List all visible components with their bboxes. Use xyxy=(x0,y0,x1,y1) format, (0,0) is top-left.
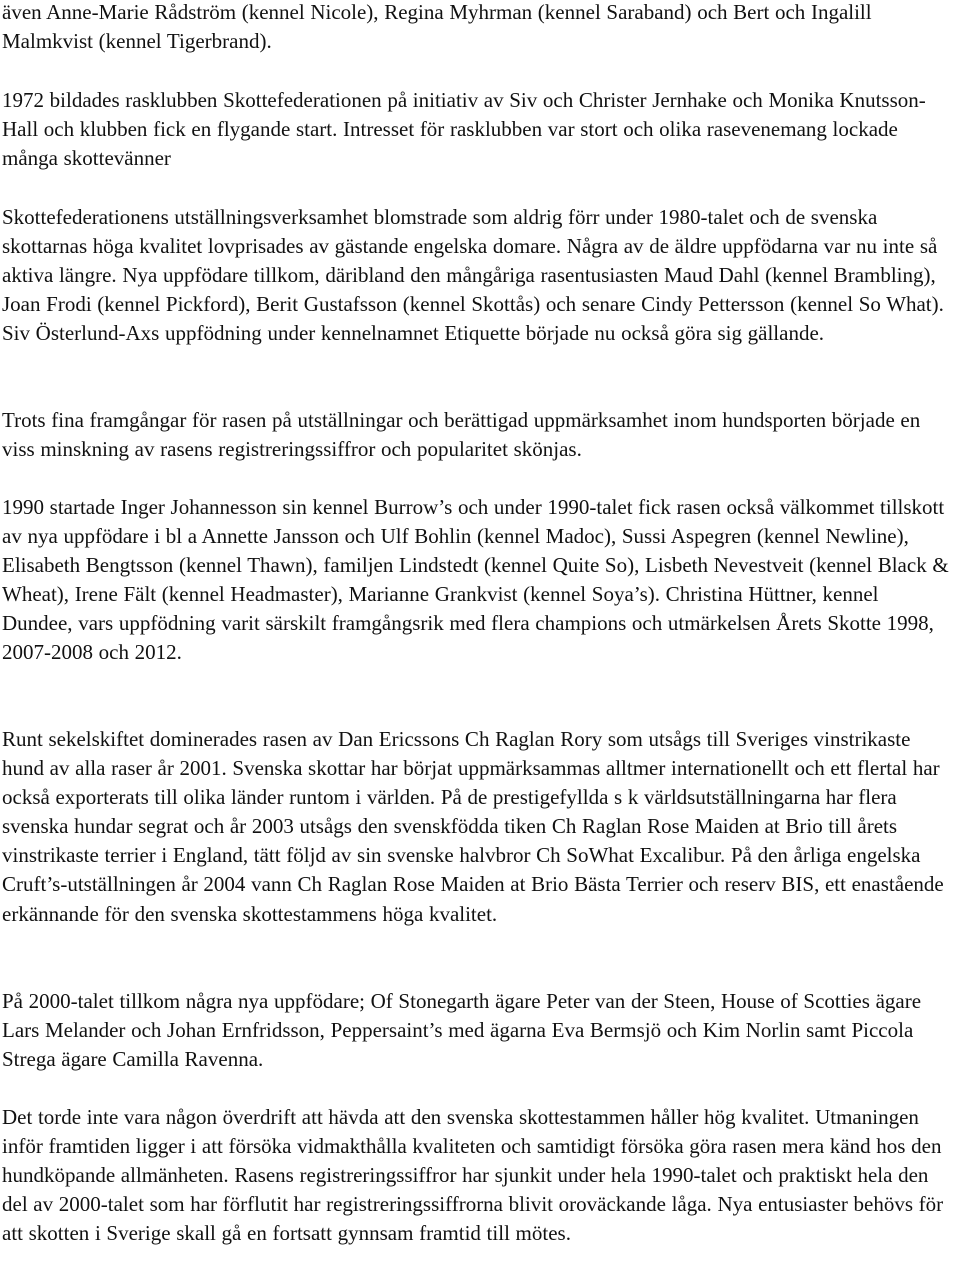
paragraph-1: även Anne-Marie Rådström (kennel Nicole), Regina Myhrman (kennel Saraband) och Bert och Ingalill Malmkvist (kennel Tigerbrand). xyxy=(2,0,872,54)
paragraph-5: 1990 startade Inger Johannesson sin kennel Burrow’s och under 1990-talet fick rasen också välkommet tillskott av nya uppfödare i bl a Annette Jansson och Ulf Bohlin (kennel Madoc), Sussi Aspegren (kennel Newline), Elisabeth Bengtsson (kennel Thawn), familjen Lindstedt (kennel Quite So), Lisbeth Nevestveit (kennel Black & Wheat), Irene Fält (kennel Headmaster), Marianne Grankvist (kennel Soya’s). Christina Hüttner, kennel Dundee, vars uppfödning varit särskilt framgångsrik med flera champions och utmärkelsen Årets Skotte 1998, 2007-2008 och 2012. xyxy=(2,495,949,665)
paragraph-2: 1972 bildades rasklubben Skottefederationen på initiativ av Siv och Christer Jernhake och Monika Knutsson-Hall och klubben fick en flygande start. Intresset för rasklubben var stort och olika rasevenemang lockade många skottevänner xyxy=(2,88,926,171)
paragraph-4: Trots fina framgångar för rasen på utställningar och berättigad uppmärksamhet inom hundsporten började en viss minskning av rasens registreringssiffror och popularitet skönjas. xyxy=(2,408,921,462)
paragraph-8: Det torde inte vara någon överdrift att hävda att den svenska skottestammen håller hög kvalitet. Utmaningen inför framtiden ligger i att försöka vidmakthålla kvaliteten och samtidigt försöka göra rasen mera känd hos den hundköpande allmänheten. Rasens registreringssiffror har sjunkit under hela 1990-talet och praktiskt hela den del av 2000-talet som har förflutit har registreringssiffrorna blivit oroväckande låga. Nya entusiaster behövs för att skotten i Sverige skall gå en fortsatt gynnsam framtid till mötes. xyxy=(2,1105,944,1246)
paragraph-7: På 2000-talet tillkom några nya uppfödare; Of Stonegarth ägare Peter van der Steen, House of Scotties ägare Lars Melander och Johan Ernfridsson, Peppersaint’s med ägarna Eva Bermsjö och Kim Norlin samt Piccola Strega ägare Camilla Ravenna. xyxy=(2,989,922,1072)
paragraph-3: Skottefederationens utställningsverksamhet blomstrade som aldrig förr under 1980-talet och de svenska skottarnas höga kvalitet lovprisades av gästande engelska domare. Några av de äldre uppfödarna var nu inte så aktiva längre. Nya uppfödare tillkom, däribland den mångåriga rasentusiasten Maud Dahl (kennel Brambling), Joan Frodi (kennel Pickford), Berit Gustafsson (kennel Skottås) och senare Cindy Pettersson (kennel So What). Siv Österlund-Axs uppfödning under kennelnamnet Etiquette började nu också göra sig gällande. xyxy=(2,205,944,346)
paragraph-6: Runt sekelskiftet dominerades rasen av Dan Ericssons Ch Raglan Rory som utsågs till Sveriges vinstrikaste hund av alla raser år 2001. Svenska skottar har börjat uppmärksammas alltmer internationellt och ett flertal har också exporterats till olika länder runtom i världen. På de prestigefyllda s k världsutställningarna har flera svenska hundar segrat och år 2003 utsågs den svenskfödda tiken Ch Raglan Rose Maiden at Brio till årets vinstrikaste terrier i England, tätt följd av sin svenske halvbror Ch SoWhat Excalibur. På den årliga engelska Cruft’s-utställningen år 2004 vann Ch Raglan Rose Maiden at Brio Bästa Terrier och reserv BIS, ett enastående erkännande för den svenska skottestammens höga kvalitet. xyxy=(2,727,944,926)
